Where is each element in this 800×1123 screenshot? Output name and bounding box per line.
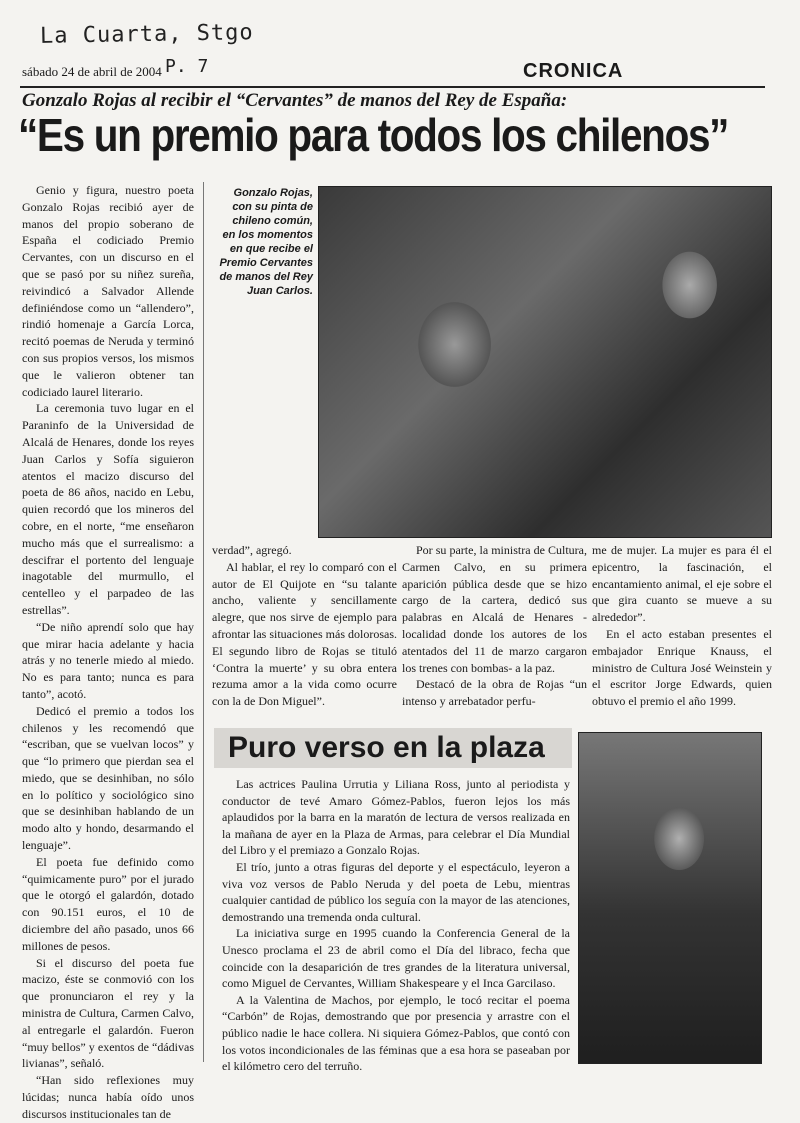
dateline: sábado 24 de abril de 2004 bbox=[22, 64, 162, 79]
article-column-3 bbox=[402, 542, 587, 717]
page-number-note: P. 7 bbox=[165, 56, 209, 77]
paragraph: Destacó de la obra de Rojas “un intenso y arrebatador perfu- bbox=[402, 677, 587, 709]
paragraph: En el acto estaban presentes el embajador Enrique Knauss, el ministro de Cultura José Weinstein y el escritor Jorge Edwards, quien obtuvo el premio el año 1999. bbox=[592, 626, 772, 709]
headline: “Es un premio para todos los chilenos” bbox=[18, 109, 729, 161]
sidebar-box-title: Puro verso en la plaza bbox=[214, 728, 572, 768]
article-column-4 bbox=[592, 542, 772, 717]
paragraph: “De niño aprendí solo que hay que mirar hacia adelante y hacia atrás y no tenerle miedo al miedo. No es para tanto; nunca es para tanto”, acotó. bbox=[22, 619, 194, 701]
paragraph: El trío, junto a otras figuras del deporte y el espectáculo, leyeron a viva voz versos de Pablo Neruda y del poeta de Lebu, mientras cualquier cantidad de público los seguía con la mayor de las atenciones, demostrando una tremenda onda cultural. bbox=[222, 859, 570, 924]
paragraph: La iniciativa surge en 1995 cuando la Conferencia General de la Unesco proclama el 23 de abril como el Día del libraco, fecha que coincide con la desaparición de tres grandes de la literatura universal, como Miguel de Cervantes, William Shakespeare y el Inca Garcilaso. bbox=[222, 926, 570, 991]
paragraph: A la Valentina de Machos, por ejemplo, le tocó recitar el poema “Carbón” de Rojas, demostrando que por presencia y arrastre con el público nadie le hace collera. Ni siquiera Gómez-Pablos, que contó con los votos incondicionales de las féminas que a esa hora se paseaban por el kilómetro cero del terruño. bbox=[222, 992, 570, 1074]
section-name: CRONICA bbox=[523, 60, 624, 82]
paragraph: Por su parte, la ministra de Cultura, Carmen Calvo, en su primera aparición pública desde que se hizo cargo de la cartera, dedicó sus palabras en Alcalá de Henares -localidad donde los autores de los atentados del 11 de marzo cargaron los trenes con bombas- a la paz. bbox=[402, 543, 587, 675]
photo-caption: Gonzalo Rojas, con su pinta de chileno común, en los momentos en que recibe el Premio Cervantes de manos del Rey Juan Carlos. bbox=[219, 187, 313, 297]
sidebar-box-text bbox=[222, 776, 570, 1075]
article-column-1 bbox=[22, 182, 194, 1121]
paragraph: verdad”, agregó. bbox=[212, 543, 292, 557]
paragraph: Genio y figura, nuestro poeta Gonzalo Rojas recibió ayer de manos del propio soberano de España el codiciado Premio Cervantes, con un discurso en el que se pasó por su niñez sureña, reivindicó a Salvador Allende definiéndose como un “allendero”, rindió homenaje a García Lorca, recitó poemas de Neruda y terminó con sus propios versos, los mismos que le valieron obtener tan codiciado laurel literario. bbox=[22, 183, 194, 399]
paragraph: Dedicó el premio a todos los chilenos y les recomendó que “escriban, que se vuelvan locos” y que “lo primero que pierdan sea el miedo, que se desinhiban, no sólo en lo político y sociológico sino que se desinhiban hablando de un modo alto y hondo, desarmando el lenguaje”. bbox=[22, 703, 194, 853]
paragraph: Las actrices Paulina Urrutia y Liliana Ross, junto al periodista y conductor de tevé Amaro Gómez-Pablos, fueron lejos los más aplaudidos por la barra en la maratón de lectura de versos realizada en la mañana de ayer en la Plaza de Armas, para celebrar el Día Mundial del Libro y el premiazo a Gonzalo Rojas. bbox=[222, 777, 570, 858]
paragraph: Al hablar, el rey lo comparó con el autor de El Quijote en “su talante ancho, valiente y sencillamente alegre, que nos sirve de ejemplo para afrontar las situaciones más dolorosas. El segundo libro de Rojas se tituló ‘Contra la muerte’ y su obra entera rezuma amor a la vida como ocurre con la de Don Miguel”. bbox=[212, 559, 397, 709]
article-column-2 bbox=[212, 542, 397, 717]
speaker-photo bbox=[578, 732, 762, 1064]
header-rule bbox=[20, 86, 765, 88]
handwritten-note: La Cuarta, Stgo bbox=[39, 20, 254, 49]
award-ceremony-photo bbox=[318, 186, 772, 538]
paragraph: me de mujer. La mujer es para él el epicentro, la fascinación, el encantamiento animal, el eje sobre el que gira cuanto se mueve a su alrededor”. bbox=[592, 543, 772, 625]
paragraph: Si el discurso del poeta fue macizo, éste se conmovió con los que pronunciaron el rey y la ministra de Cultura, Carmen Calvo, al entregarle el galardón. Fueron “muy bellos” y exentos de “dádivas livianas”, señaló. bbox=[22, 955, 194, 1071]
paragraph: “Han sido reflexiones muy lúcidas; nunca había oído unos discursos institucionales tan de bbox=[22, 1073, 194, 1121]
paragraph: La ceremonia tuvo lugar en el Paraninfo de la Universidad de Alcalá de Henares, donde los reyes Juan Carlos y Sofía siguieron atentos el macizo discurso del poeta de 86 años, nacido en Lebu, quien recordó que los mineros del cobre, en el norte, “me enseñaron mucho más que el surrealismo: a descifrar el portento del lenguaje inagotable del murmullo, el centelleo y el parpadeo de las estrellas”. bbox=[22, 401, 194, 617]
column-divider bbox=[203, 182, 204, 1062]
kicker: Gonzalo Rojas al recibir el “Cervantes” de manos del Rey de España: bbox=[22, 90, 568, 111]
paragraph: El poeta fue definido como “quimicamente puro” por el jurado que le otorgó el galardón, dotado con 90.151 euros, el 10 de diciembre del año pasado, unos 66 millones de pesos. bbox=[22, 854, 194, 953]
